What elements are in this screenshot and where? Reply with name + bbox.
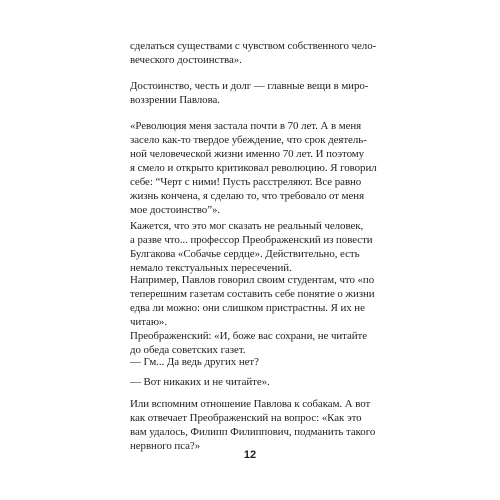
text-line: до обеда советских газет.: [130, 344, 246, 356]
text-line: читаю».: [130, 316, 167, 328]
page-number: 12: [243, 449, 257, 461]
paragraph-4: [130, 219, 378, 275]
text-line: Например, Павлов говорил своим студентам, что «по: [130, 274, 375, 286]
text-line: вам удалось, Филипп Филиппович, подманить такого: [130, 426, 376, 438]
text-line: мое достоинство”».: [130, 204, 221, 216]
text-line: едва ли можно: они слишком пристрастны. Я их не: [130, 302, 365, 314]
text-line: жизнь кончена, я сделаю то, что требовало от меня: [130, 190, 365, 202]
paragraph-6: [130, 329, 378, 357]
text-line: себе: “Черт с ними! Пусть расстреляют. Все равно: [130, 176, 362, 188]
text-line: Или вспомним отношение Павлова к собакам. А вот: [130, 398, 371, 410]
text-line: я смело и открыто критиковал революцию. Я говорил: [130, 162, 377, 174]
text-line: теперешним газетам составить себе понятие о жизни: [130, 288, 375, 300]
text-line: немало текстуальных пересечений.: [130, 262, 292, 274]
paragraph-8: [130, 375, 378, 389]
text-line: нервного пса?»: [130, 440, 201, 452]
text-line: засело как-то твердое убеждение, что срок деятель-: [130, 134, 367, 146]
text-line: Преображенский: «И, боже вас сохрани, не читайте: [130, 330, 368, 342]
text-line: Достоинство, честь и долг — главные вещи в миро-: [130, 80, 369, 92]
text-line: веческого достоинства».: [130, 54, 242, 66]
text-line: «Революция меня застала почти в 70 лет. А в меня: [130, 120, 362, 132]
paragraph-1: [130, 39, 378, 67]
paragraph-9: [130, 397, 378, 453]
paragraph-3: [130, 119, 378, 217]
paragraph-7: [130, 355, 378, 369]
text-line: сделаться существами с чувством собственного чело-: [130, 40, 377, 52]
text-line: ной человеческой жизни именно 70 лет. И поэтому: [130, 148, 364, 160]
text-line: Кажется, что это мог сказать не реальный человек,: [130, 220, 364, 232]
text-line: воззрении Павлова.: [130, 94, 220, 106]
text-line: — Вот никаких и не читайте».: [130, 376, 270, 388]
paragraph-2: [130, 79, 378, 107]
paragraph-5: [130, 273, 378, 329]
text-line: как отвечает Преображенский на вопрос: «Как это: [130, 412, 362, 424]
text-line: — Гм... Да ведь других нет?: [130, 356, 259, 368]
text-line: а разве что... профессор Преображенский из повести: [130, 234, 373, 246]
text-line: Булгакова «Собачье сердце». Действительно, есть: [130, 248, 360, 260]
